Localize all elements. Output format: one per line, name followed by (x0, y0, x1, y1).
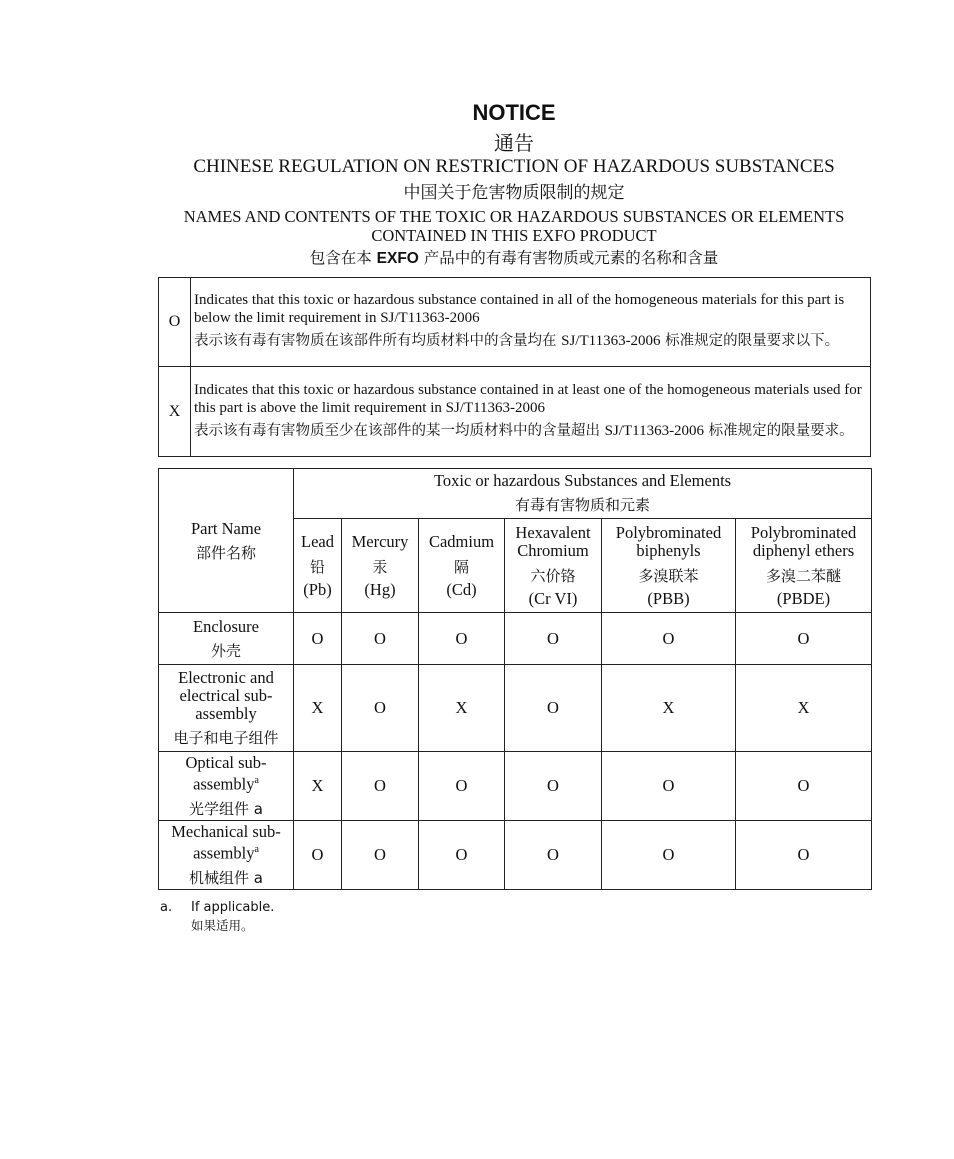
part-name: Enclosure (193, 616, 259, 636)
value-cell: O (505, 821, 602, 890)
substances-group-header (294, 469, 872, 519)
part-name-cell (159, 821, 294, 890)
substance-header (602, 519, 736, 613)
part-name: Optical sub-assembly (185, 753, 267, 794)
substance-name-cn: 六价铬 (530, 566, 576, 585)
substance-name-cn: 多溴二苯醚 (766, 566, 842, 585)
legend-symbol: X (159, 367, 191, 457)
part-name: Electronic and electrical sub-assembly (178, 668, 274, 723)
part-name-header (159, 469, 294, 613)
substance-symbol: (Cr VI) (528, 588, 578, 608)
substance-name-cn: 汞 (372, 557, 388, 576)
legend-description (191, 278, 871, 367)
table-row (159, 613, 872, 665)
value-cell: O (602, 821, 736, 890)
value-cell: O (505, 752, 602, 821)
value-cell: O (342, 821, 419, 890)
substances-group-header-cn: 有毒有害物质和元素 (515, 495, 651, 514)
legend-cn-before: 表示该有毒有害物质在该部件所有均质材料中的含量均在 (194, 333, 562, 349)
value-cell: O (342, 613, 419, 665)
part-name-cn (159, 800, 293, 818)
legend-cn-before: 表示该有毒有害物质至少在该部件的某一均质材料中的含量超出 (194, 422, 605, 439)
value-cell: O (294, 613, 342, 665)
legend-table (158, 277, 871, 457)
legend-cn-after: 标准规定的限量要求以下。 (660, 333, 840, 349)
value-cell: O (419, 752, 505, 821)
substances-group-header-en: Toxic or hazardous Substances and Elements (433, 470, 732, 490)
value-cell: O (342, 665, 419, 752)
names-heading-cn (0, 246, 954, 268)
part-name-header-cn: 部件名称 (195, 543, 256, 562)
substance-name-cn: 铅 (309, 557, 325, 576)
footnote-marker: a (254, 844, 259, 856)
part-name-cell (159, 613, 294, 665)
substance-symbol: (Pb) (303, 579, 332, 599)
value-cell: X (419, 665, 505, 752)
notice-title-cn: 通告 (494, 131, 534, 155)
names-cn-after: 产品中的有毒有害物质或元素的名称和含量 (418, 249, 719, 267)
footnote-marker-cn: a (253, 868, 263, 887)
legend-cn-ref: SJ/T11363-2006 (561, 333, 661, 349)
substance-symbol: (PBDE) (776, 588, 831, 608)
value-cell: O (602, 752, 736, 821)
names-cn-before: 包含在本 (309, 249, 377, 267)
names-heading-line2: CONTAINED IN THIS EXFO PRODUCT (371, 226, 657, 245)
footnote-marker-cn: a (253, 799, 263, 818)
value-cell: O (736, 821, 872, 890)
legend-cn-after: 标准规定的限量要求。 (704, 422, 854, 439)
substance-symbol: (Hg) (364, 579, 396, 599)
substance-header (736, 519, 872, 613)
regulation-title-cn: 中国关于危害物质限制的规定 (403, 183, 625, 203)
brand-name: EXFO (376, 250, 419, 267)
header-row (159, 469, 872, 519)
substance-symbol: (Cd) (446, 579, 477, 599)
substance-header (505, 519, 602, 613)
part-name-cn-text: 电子和电子组件 (173, 729, 279, 747)
legend-text-cn (194, 421, 867, 442)
part-name-cn-text: 外壳 (210, 641, 241, 660)
footnote-marker: a (254, 775, 259, 787)
legend-text-cn (194, 331, 867, 352)
substance-name: Hexavalent Chromium (515, 522, 591, 560)
value-cell: O (419, 821, 505, 890)
substance-header (419, 519, 505, 613)
substance-header (294, 519, 342, 613)
footnote-text: If applicable. (191, 900, 275, 915)
value-cell: X (294, 665, 342, 752)
part-name-cn-text: 光学组件 (189, 799, 250, 818)
table-row (159, 752, 872, 821)
part-name-header-en: Part Name (190, 518, 262, 538)
substance-name-cn: 隔 (453, 557, 469, 576)
table-row (159, 665, 872, 752)
legend-row (159, 278, 871, 367)
notice-title: NOTICE (472, 100, 556, 125)
substance-symbol: (PBB) (647, 588, 690, 608)
substance-name: Mercury (351, 531, 409, 551)
part-name-cn-text: 机械组件 (189, 868, 250, 887)
substances-table (158, 468, 872, 890)
legend-cn-ref: SJ/T11363-2006 (604, 422, 705, 439)
part-name: Mechanical sub-assembly (171, 822, 281, 863)
value-cell: X (602, 665, 736, 752)
value-cell: O (294, 821, 342, 890)
value-cell: X (736, 665, 872, 752)
part-name-cn (159, 642, 293, 660)
value-cell: O (736, 752, 872, 821)
part-name-cn (159, 869, 293, 887)
names-heading-line1: NAMES AND CONTENTS OF THE TOXIC OR HAZARDOUS SUBSTANCES OR ELEMENTS (183, 207, 845, 226)
legend-text: Indicates that this toxic or hazardous substance contained in all of the homogeneous materials for this part is below the limit requirement in SJ/T11363-2006 (194, 292, 845, 326)
substance-name: Polybrominated diphenyl ethers (750, 522, 857, 560)
substance-name: Polybrominated biphenyls (615, 522, 722, 560)
legend-text: Indicates that this toxic or hazardous substance contained in at least one of the homogeneous materials used for this part is above the limit requirement in SJ/T11363-2006 (194, 381, 862, 416)
legend-description (191, 367, 871, 457)
value-cell: O (419, 613, 505, 665)
legend-row (159, 367, 871, 457)
substance-name-cn: 多溴联苯 (638, 566, 699, 585)
part-name-cell (159, 752, 294, 821)
legend-symbol: O (159, 278, 191, 367)
part-name-cell (159, 665, 294, 752)
value-cell: X (294, 752, 342, 821)
footnote-label: a. (160, 900, 173, 915)
value-cell: O (736, 613, 872, 665)
substance-name: Lead (301, 531, 334, 551)
table-row (159, 821, 872, 890)
value-cell: O (505, 665, 602, 752)
regulation-title: CHINESE REGULATION ON RESTRICTION OF HAZARDOUS SUBSTANCES (193, 156, 835, 177)
value-cell: O (342, 752, 419, 821)
value-cell: O (505, 613, 602, 665)
substance-header (342, 519, 419, 613)
part-name-cn (159, 729, 293, 747)
substance-name: Cadmium (428, 531, 495, 551)
footnote-text-cn: 如果适用。 (191, 918, 254, 933)
value-cell: O (602, 613, 736, 665)
